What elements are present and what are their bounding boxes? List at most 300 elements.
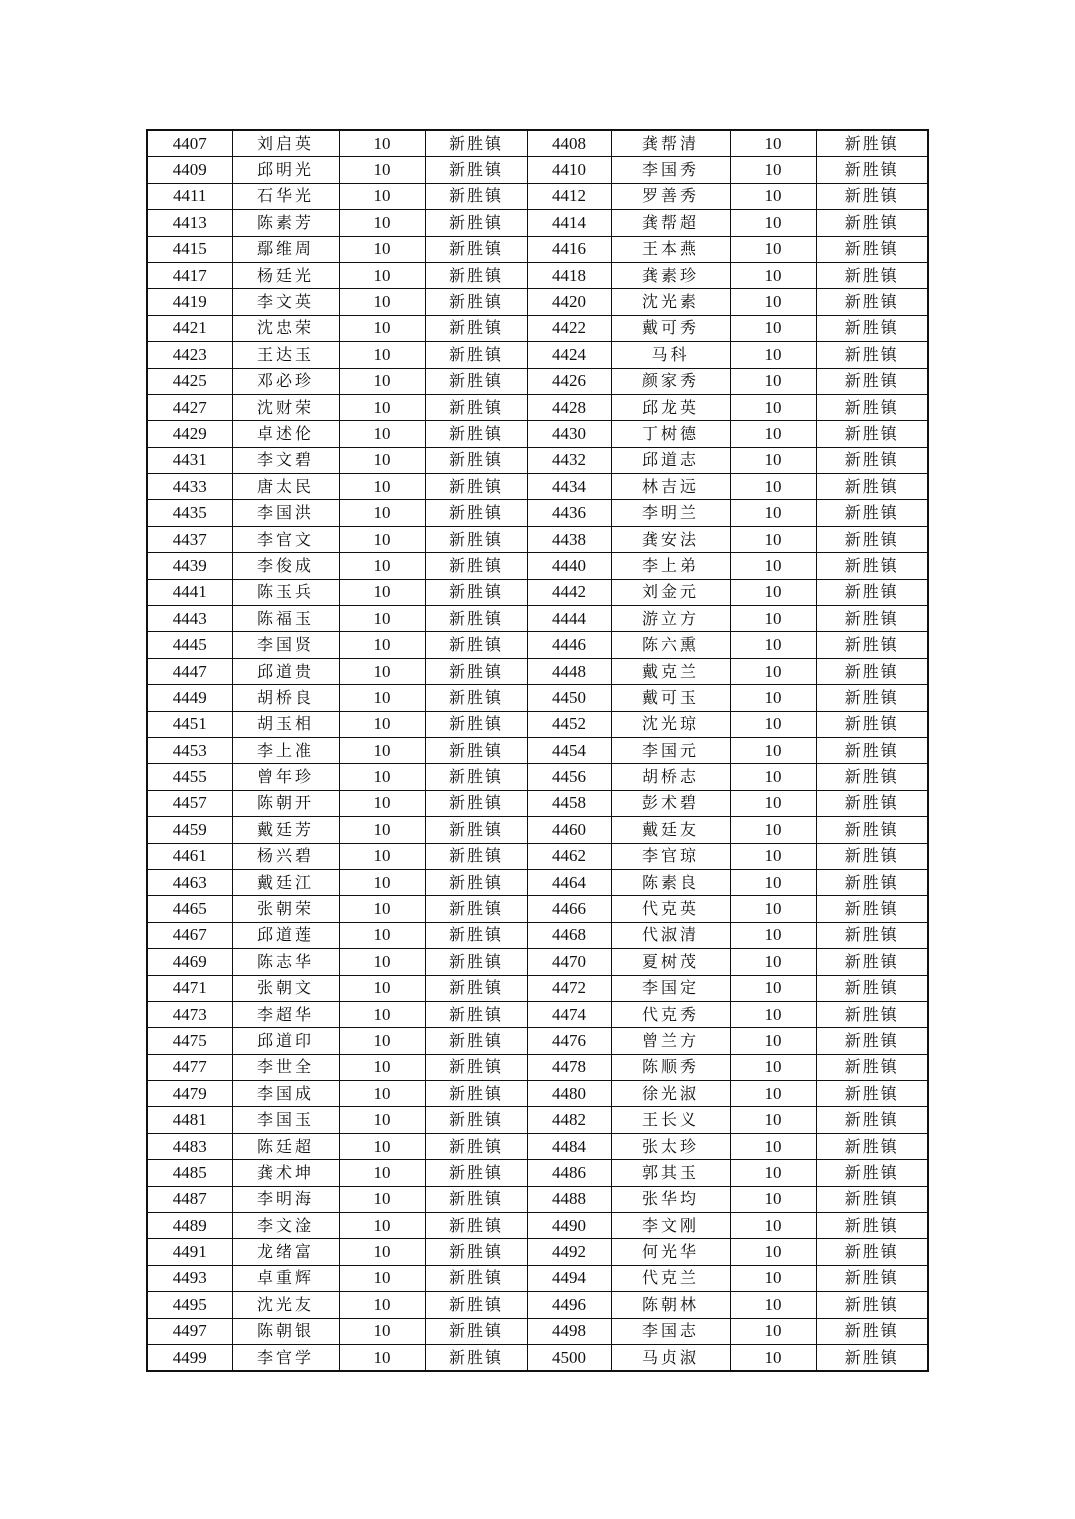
left-record-number-cell: 4459 xyxy=(147,817,232,843)
left-person-name-cell: 石华光 xyxy=(232,183,339,209)
right-amount-cell: 10 xyxy=(730,1160,816,1186)
right-amount-cell: 10 xyxy=(730,1133,816,1159)
right-person-name-cell: 李文刚 xyxy=(611,1213,730,1239)
left-amount-cell: 10 xyxy=(339,1054,425,1080)
right-town-name-cell: 新胜镇 xyxy=(816,1001,928,1027)
table-row xyxy=(147,1239,928,1265)
left-record-number-cell: 4483 xyxy=(147,1133,232,1159)
left-amount-cell: 10 xyxy=(339,1107,425,1133)
right-amount-cell: 10 xyxy=(730,315,816,341)
left-record-number-cell: 4411 xyxy=(147,183,232,209)
right-record-number-cell: 4500 xyxy=(527,1344,611,1371)
right-record-number-cell: 4474 xyxy=(527,1001,611,1027)
left-record-number-cell: 4427 xyxy=(147,394,232,420)
left-record-number-cell: 4457 xyxy=(147,790,232,816)
right-record-number-cell: 4472 xyxy=(527,975,611,1001)
left-amount-cell: 10 xyxy=(339,1186,425,1212)
right-town-name-cell: 新胜镇 xyxy=(816,790,928,816)
left-record-number-cell: 4441 xyxy=(147,579,232,605)
left-record-number-cell: 4417 xyxy=(147,262,232,288)
left-town-name-cell: 新胜镇 xyxy=(425,1265,527,1291)
left-record-number-cell: 4443 xyxy=(147,606,232,632)
left-town-name-cell: 新胜镇 xyxy=(425,922,527,948)
right-amount-cell: 10 xyxy=(730,421,816,447)
left-person-name-cell: 邓必珍 xyxy=(232,368,339,394)
right-person-name-cell: 马贞淑 xyxy=(611,1344,730,1371)
table-row xyxy=(147,843,928,869)
right-amount-cell: 10 xyxy=(730,289,816,315)
left-record-number-cell: 4469 xyxy=(147,949,232,975)
left-record-number-cell: 4433 xyxy=(147,474,232,500)
right-record-number-cell: 4466 xyxy=(527,896,611,922)
right-record-number-cell: 4408 xyxy=(527,130,611,157)
right-town-name-cell: 新胜镇 xyxy=(816,394,928,420)
right-record-number-cell: 4462 xyxy=(527,843,611,869)
right-town-name-cell: 新胜镇 xyxy=(816,579,928,605)
left-amount-cell: 10 xyxy=(339,289,425,315)
right-person-name-cell: 龚帮清 xyxy=(611,130,730,157)
table-row xyxy=(147,421,928,447)
left-town-name-cell: 新胜镇 xyxy=(425,1186,527,1212)
table-row xyxy=(147,289,928,315)
right-town-name-cell: 新胜镇 xyxy=(816,289,928,315)
table-row xyxy=(147,1292,928,1318)
left-town-name-cell: 新胜镇 xyxy=(425,790,527,816)
left-town-name-cell: 新胜镇 xyxy=(425,606,527,632)
left-person-name-cell: 陈志华 xyxy=(232,949,339,975)
left-person-name-cell: 杨兴碧 xyxy=(232,843,339,869)
left-record-number-cell: 4455 xyxy=(147,764,232,790)
table-row xyxy=(147,236,928,262)
left-person-name-cell: 卓重辉 xyxy=(232,1265,339,1291)
right-town-name-cell: 新胜镇 xyxy=(816,553,928,579)
right-person-name-cell: 曾兰方 xyxy=(611,1028,730,1054)
right-amount-cell: 10 xyxy=(730,157,816,183)
left-person-name-cell: 陈朝银 xyxy=(232,1318,339,1344)
right-town-name-cell: 新胜镇 xyxy=(816,1318,928,1344)
right-record-number-cell: 4412 xyxy=(527,183,611,209)
right-record-number-cell: 4452 xyxy=(527,711,611,737)
right-amount-cell: 10 xyxy=(730,606,816,632)
left-amount-cell: 10 xyxy=(339,922,425,948)
right-amount-cell: 10 xyxy=(730,526,816,552)
left-person-name-cell: 胡玉相 xyxy=(232,711,339,737)
right-person-name-cell: 李国志 xyxy=(611,1318,730,1344)
table-row xyxy=(147,1344,928,1371)
right-town-name-cell: 新胜镇 xyxy=(816,1160,928,1186)
right-record-number-cell: 4448 xyxy=(527,658,611,684)
right-person-name-cell: 戴可秀 xyxy=(611,315,730,341)
left-amount-cell: 10 xyxy=(339,210,425,236)
left-amount-cell: 10 xyxy=(339,1160,425,1186)
right-amount-cell: 10 xyxy=(730,1239,816,1265)
right-town-name-cell: 新胜镇 xyxy=(816,711,928,737)
left-town-name-cell: 新胜镇 xyxy=(425,130,527,157)
right-town-name-cell: 新胜镇 xyxy=(816,1081,928,1107)
left-record-number-cell: 4477 xyxy=(147,1054,232,1080)
right-record-number-cell: 4446 xyxy=(527,632,611,658)
left-town-name-cell: 新胜镇 xyxy=(425,737,527,763)
left-amount-cell: 10 xyxy=(339,1292,425,1318)
right-amount-cell: 10 xyxy=(730,1028,816,1054)
right-record-number-cell: 4456 xyxy=(527,764,611,790)
right-person-name-cell: 邱道志 xyxy=(611,447,730,473)
right-record-number-cell: 4480 xyxy=(527,1081,611,1107)
right-amount-cell: 10 xyxy=(730,1081,816,1107)
left-person-name-cell: 李文碧 xyxy=(232,447,339,473)
left-amount-cell: 10 xyxy=(339,606,425,632)
left-town-name-cell: 新胜镇 xyxy=(425,342,527,368)
left-amount-cell: 10 xyxy=(339,1028,425,1054)
left-town-name-cell: 新胜镇 xyxy=(425,553,527,579)
left-amount-cell: 10 xyxy=(339,1081,425,1107)
left-amount-cell: 10 xyxy=(339,183,425,209)
right-record-number-cell: 4482 xyxy=(527,1107,611,1133)
table-row xyxy=(147,500,928,526)
table-row xyxy=(147,394,928,420)
left-town-name-cell: 新胜镇 xyxy=(425,1028,527,1054)
right-town-name-cell: 新胜镇 xyxy=(816,236,928,262)
right-amount-cell: 10 xyxy=(730,1318,816,1344)
table-row xyxy=(147,1186,928,1212)
right-person-name-cell: 林吉远 xyxy=(611,474,730,500)
right-amount-cell: 10 xyxy=(730,869,816,895)
right-town-name-cell: 新胜镇 xyxy=(816,843,928,869)
left-town-name-cell: 新胜镇 xyxy=(425,236,527,262)
left-person-name-cell: 李文淦 xyxy=(232,1213,339,1239)
right-town-name-cell: 新胜镇 xyxy=(816,1186,928,1212)
table-row xyxy=(147,183,928,209)
right-person-name-cell: 胡桥志 xyxy=(611,764,730,790)
right-record-number-cell: 4458 xyxy=(527,790,611,816)
right-record-number-cell: 4422 xyxy=(527,315,611,341)
left-record-number-cell: 4439 xyxy=(147,553,232,579)
right-amount-cell: 10 xyxy=(730,474,816,500)
right-person-name-cell: 戴可玉 xyxy=(611,685,730,711)
right-town-name-cell: 新胜镇 xyxy=(816,183,928,209)
right-amount-cell: 10 xyxy=(730,342,816,368)
right-record-number-cell: 4492 xyxy=(527,1239,611,1265)
table-row xyxy=(147,342,928,368)
right-record-number-cell: 4414 xyxy=(527,210,611,236)
left-town-name-cell: 新胜镇 xyxy=(425,183,527,209)
left-town-name-cell: 新胜镇 xyxy=(425,1001,527,1027)
right-person-name-cell: 龚帮超 xyxy=(611,210,730,236)
right-amount-cell: 10 xyxy=(730,1186,816,1212)
table-row xyxy=(147,368,928,394)
roster-body xyxy=(147,130,928,1371)
left-person-name-cell: 陈玉兵 xyxy=(232,579,339,605)
left-record-number-cell: 4429 xyxy=(147,421,232,447)
right-town-name-cell: 新胜镇 xyxy=(816,342,928,368)
table-row xyxy=(147,737,928,763)
left-person-name-cell: 邱道印 xyxy=(232,1028,339,1054)
table-row xyxy=(147,1054,928,1080)
right-town-name-cell: 新胜镇 xyxy=(816,500,928,526)
left-amount-cell: 10 xyxy=(339,790,425,816)
right-town-name-cell: 新胜镇 xyxy=(816,210,928,236)
left-record-number-cell: 4489 xyxy=(147,1213,232,1239)
right-person-name-cell: 李明兰 xyxy=(611,500,730,526)
right-amount-cell: 10 xyxy=(730,711,816,737)
right-town-name-cell: 新胜镇 xyxy=(816,1239,928,1265)
right-amount-cell: 10 xyxy=(730,500,816,526)
right-record-number-cell: 4426 xyxy=(527,368,611,394)
left-amount-cell: 10 xyxy=(339,1318,425,1344)
left-person-name-cell: 刘启英 xyxy=(232,130,339,157)
right-amount-cell: 10 xyxy=(730,236,816,262)
right-amount-cell: 10 xyxy=(730,975,816,1001)
left-amount-cell: 10 xyxy=(339,553,425,579)
left-amount-cell: 10 xyxy=(339,737,425,763)
left-town-name-cell: 新胜镇 xyxy=(425,262,527,288)
right-town-name-cell: 新胜镇 xyxy=(816,1344,928,1371)
left-record-number-cell: 4467 xyxy=(147,922,232,948)
right-amount-cell: 10 xyxy=(730,1292,816,1318)
right-town-name-cell: 新胜镇 xyxy=(816,975,928,1001)
right-amount-cell: 10 xyxy=(730,843,816,869)
left-record-number-cell: 4437 xyxy=(147,526,232,552)
table-row xyxy=(147,447,928,473)
table-row xyxy=(147,1028,928,1054)
right-town-name-cell: 新胜镇 xyxy=(816,1292,928,1318)
left-town-name-cell: 新胜镇 xyxy=(425,843,527,869)
left-person-name-cell: 张朝文 xyxy=(232,975,339,1001)
right-amount-cell: 10 xyxy=(730,210,816,236)
right-record-number-cell: 4476 xyxy=(527,1028,611,1054)
right-person-name-cell: 沈光素 xyxy=(611,289,730,315)
right-town-name-cell: 新胜镇 xyxy=(816,474,928,500)
left-town-name-cell: 新胜镇 xyxy=(425,289,527,315)
left-person-name-cell: 戴廷江 xyxy=(232,869,339,895)
left-person-name-cell: 李超华 xyxy=(232,1001,339,1027)
right-record-number-cell: 4484 xyxy=(527,1133,611,1159)
left-record-number-cell: 4409 xyxy=(147,157,232,183)
left-person-name-cell: 李国成 xyxy=(232,1081,339,1107)
table-row xyxy=(147,685,928,711)
left-record-number-cell: 4481 xyxy=(147,1107,232,1133)
left-amount-cell: 10 xyxy=(339,1265,425,1291)
right-person-name-cell: 陈素良 xyxy=(611,869,730,895)
left-record-number-cell: 4421 xyxy=(147,315,232,341)
right-person-name-cell: 李国秀 xyxy=(611,157,730,183)
roster-table xyxy=(146,129,929,1372)
left-amount-cell: 10 xyxy=(339,658,425,684)
left-town-name-cell: 新胜镇 xyxy=(425,368,527,394)
right-amount-cell: 10 xyxy=(730,922,816,948)
right-town-name-cell: 新胜镇 xyxy=(816,896,928,922)
table-row xyxy=(147,262,928,288)
right-record-number-cell: 4428 xyxy=(527,394,611,420)
left-town-name-cell: 新胜镇 xyxy=(425,711,527,737)
left-amount-cell: 10 xyxy=(339,262,425,288)
right-record-number-cell: 4498 xyxy=(527,1318,611,1344)
right-amount-cell: 10 xyxy=(730,1344,816,1371)
left-amount-cell: 10 xyxy=(339,342,425,368)
table-row xyxy=(147,474,928,500)
right-person-name-cell: 何光华 xyxy=(611,1239,730,1265)
right-record-number-cell: 4486 xyxy=(527,1160,611,1186)
right-town-name-cell: 新胜镇 xyxy=(816,1054,928,1080)
right-record-number-cell: 4442 xyxy=(527,579,611,605)
table-row xyxy=(147,130,928,157)
left-town-name-cell: 新胜镇 xyxy=(425,1054,527,1080)
right-person-name-cell: 丁树德 xyxy=(611,421,730,447)
left-amount-cell: 10 xyxy=(339,1133,425,1159)
right-record-number-cell: 4478 xyxy=(527,1054,611,1080)
right-town-name-cell: 新胜镇 xyxy=(816,1107,928,1133)
left-record-number-cell: 4497 xyxy=(147,1318,232,1344)
left-town-name-cell: 新胜镇 xyxy=(425,1081,527,1107)
left-amount-cell: 10 xyxy=(339,1344,425,1371)
right-record-number-cell: 4438 xyxy=(527,526,611,552)
right-town-name-cell: 新胜镇 xyxy=(816,949,928,975)
right-amount-cell: 10 xyxy=(730,1107,816,1133)
right-amount-cell: 10 xyxy=(730,896,816,922)
table-row xyxy=(147,949,928,975)
left-amount-cell: 10 xyxy=(339,394,425,420)
left-town-name-cell: 新胜镇 xyxy=(425,685,527,711)
right-person-name-cell: 龚素珍 xyxy=(611,262,730,288)
left-record-number-cell: 4471 xyxy=(147,975,232,1001)
right-record-number-cell: 4432 xyxy=(527,447,611,473)
left-amount-cell: 10 xyxy=(339,1239,425,1265)
right-person-name-cell: 代克秀 xyxy=(611,1001,730,1027)
table-row xyxy=(147,658,928,684)
left-person-name-cell: 王达玉 xyxy=(232,342,339,368)
left-person-name-cell: 胡桥良 xyxy=(232,685,339,711)
right-person-name-cell: 颜家秀 xyxy=(611,368,730,394)
left-record-number-cell: 4413 xyxy=(147,210,232,236)
left-amount-cell: 10 xyxy=(339,579,425,605)
left-amount-cell: 10 xyxy=(339,157,425,183)
left-amount-cell: 10 xyxy=(339,975,425,1001)
right-amount-cell: 10 xyxy=(730,553,816,579)
left-town-name-cell: 新胜镇 xyxy=(425,1292,527,1318)
left-person-name-cell: 邱明光 xyxy=(232,157,339,183)
left-town-name-cell: 新胜镇 xyxy=(425,1239,527,1265)
left-amount-cell: 10 xyxy=(339,421,425,447)
right-amount-cell: 10 xyxy=(730,1265,816,1291)
left-record-number-cell: 4415 xyxy=(147,236,232,262)
left-town-name-cell: 新胜镇 xyxy=(425,817,527,843)
right-person-name-cell: 李上弟 xyxy=(611,553,730,579)
right-amount-cell: 10 xyxy=(730,130,816,157)
left-person-name-cell: 陈朝开 xyxy=(232,790,339,816)
left-town-name-cell: 新胜镇 xyxy=(425,315,527,341)
left-amount-cell: 10 xyxy=(339,711,425,737)
left-record-number-cell: 4407 xyxy=(147,130,232,157)
left-record-number-cell: 4499 xyxy=(147,1344,232,1371)
right-amount-cell: 10 xyxy=(730,262,816,288)
left-record-number-cell: 4453 xyxy=(147,737,232,763)
right-amount-cell: 10 xyxy=(730,394,816,420)
right-town-name-cell: 新胜镇 xyxy=(816,1028,928,1054)
table-row xyxy=(147,315,928,341)
left-town-name-cell: 新胜镇 xyxy=(425,1133,527,1159)
left-person-name-cell: 李国洪 xyxy=(232,500,339,526)
left-person-name-cell: 沈忠荣 xyxy=(232,315,339,341)
right-record-number-cell: 4424 xyxy=(527,342,611,368)
left-amount-cell: 10 xyxy=(339,236,425,262)
right-record-number-cell: 4430 xyxy=(527,421,611,447)
left-town-name-cell: 新胜镇 xyxy=(425,447,527,473)
left-amount-cell: 10 xyxy=(339,1001,425,1027)
right-record-number-cell: 4436 xyxy=(527,500,611,526)
left-town-name-cell: 新胜镇 xyxy=(425,658,527,684)
right-person-name-cell: 郭其玉 xyxy=(611,1160,730,1186)
left-record-number-cell: 4465 xyxy=(147,896,232,922)
left-town-name-cell: 新胜镇 xyxy=(425,1318,527,1344)
right-town-name-cell: 新胜镇 xyxy=(816,447,928,473)
left-person-name-cell: 李俊成 xyxy=(232,553,339,579)
right-record-number-cell: 4418 xyxy=(527,262,611,288)
right-person-name-cell: 张华均 xyxy=(611,1186,730,1212)
left-amount-cell: 10 xyxy=(339,474,425,500)
left-town-name-cell: 新胜镇 xyxy=(425,500,527,526)
left-record-number-cell: 4419 xyxy=(147,289,232,315)
right-record-number-cell: 4440 xyxy=(527,553,611,579)
right-person-name-cell: 李国元 xyxy=(611,737,730,763)
right-town-name-cell: 新胜镇 xyxy=(816,130,928,157)
right-town-name-cell: 新胜镇 xyxy=(816,526,928,552)
right-amount-cell: 10 xyxy=(730,447,816,473)
table-row xyxy=(147,632,928,658)
left-person-name-cell: 李文英 xyxy=(232,289,339,315)
left-person-name-cell: 张朝荣 xyxy=(232,896,339,922)
left-record-number-cell: 4423 xyxy=(147,342,232,368)
right-person-name-cell: 刘金元 xyxy=(611,579,730,605)
right-town-name-cell: 新胜镇 xyxy=(816,869,928,895)
right-amount-cell: 10 xyxy=(730,1001,816,1027)
left-amount-cell: 10 xyxy=(339,817,425,843)
right-amount-cell: 10 xyxy=(730,764,816,790)
right-amount-cell: 10 xyxy=(730,1213,816,1239)
left-person-name-cell: 鄢维周 xyxy=(232,236,339,262)
left-person-name-cell: 李国贤 xyxy=(232,632,339,658)
right-person-name-cell: 代克兰 xyxy=(611,1265,730,1291)
left-amount-cell: 10 xyxy=(339,315,425,341)
right-amount-cell: 10 xyxy=(730,790,816,816)
table-row xyxy=(147,1133,928,1159)
left-town-name-cell: 新胜镇 xyxy=(425,1213,527,1239)
left-record-number-cell: 4491 xyxy=(147,1239,232,1265)
right-town-name-cell: 新胜镇 xyxy=(816,1133,928,1159)
left-town-name-cell: 新胜镇 xyxy=(425,869,527,895)
table-row xyxy=(147,1318,928,1344)
right-record-number-cell: 4470 xyxy=(527,949,611,975)
right-record-number-cell: 4420 xyxy=(527,289,611,315)
left-amount-cell: 10 xyxy=(339,632,425,658)
right-record-number-cell: 4490 xyxy=(527,1213,611,1239)
left-person-name-cell: 陈廷超 xyxy=(232,1133,339,1159)
left-town-name-cell: 新胜镇 xyxy=(425,764,527,790)
left-amount-cell: 10 xyxy=(339,500,425,526)
left-person-name-cell: 沈光友 xyxy=(232,1292,339,1318)
right-town-name-cell: 新胜镇 xyxy=(816,658,928,684)
right-record-number-cell: 4416 xyxy=(527,236,611,262)
right-amount-cell: 10 xyxy=(730,817,816,843)
right-record-number-cell: 4496 xyxy=(527,1292,611,1318)
left-record-number-cell: 4493 xyxy=(147,1265,232,1291)
right-amount-cell: 10 xyxy=(730,368,816,394)
left-amount-cell: 10 xyxy=(339,764,425,790)
right-town-name-cell: 新胜镇 xyxy=(816,632,928,658)
right-record-number-cell: 4468 xyxy=(527,922,611,948)
right-town-name-cell: 新胜镇 xyxy=(816,1213,928,1239)
left-amount-cell: 10 xyxy=(339,869,425,895)
right-amount-cell: 10 xyxy=(730,685,816,711)
